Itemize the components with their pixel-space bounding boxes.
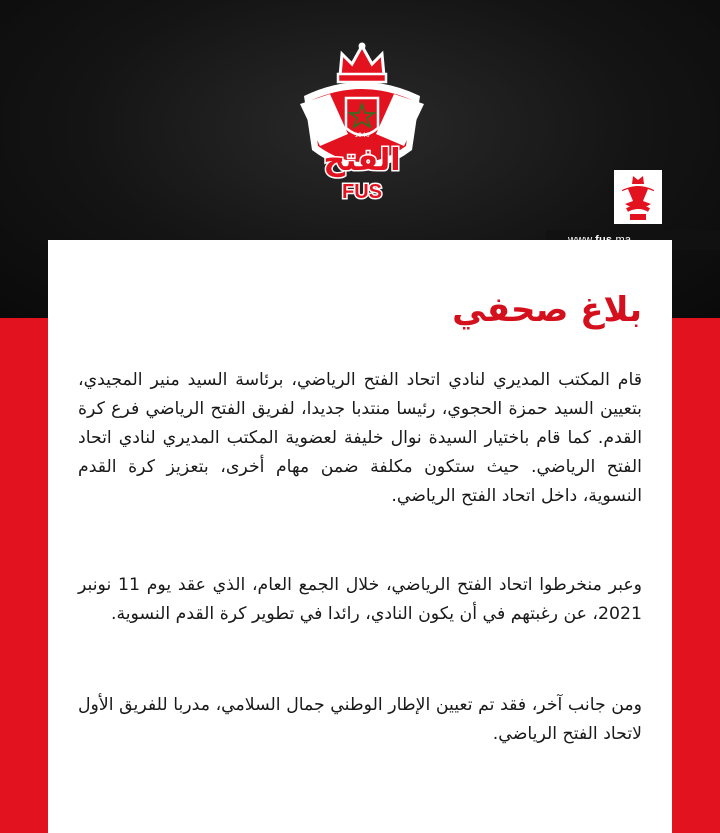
- small-club-logo: [614, 170, 662, 224]
- paragraph-1: قام المكتب المديري لنادي اتحاد الفتح الرياضي، برئاسة السيد منير المجيدي، بتعيين السيد حمزة الحجوي، رئيسا منتدبا جديدا، لفريق الفتح الرياضي فرع كرة القدم. كما قام باختيار السيدة نوال خليفة لعضوية المكتب المديري لنادي اتحاد الفتح الرياضي. حيث ستكون مكلفة ضمن مهام أخرى، بتعزيز كرة القدم النسوية، داخل اتحاد الفتح الرياضي.: [78, 370, 642, 506]
- paragraph-2: وعبر منخرطوا اتحاد الفتح الرياضي، خلال الجمع العام، الذي عقد يوم 11 نونبر 2021، عن رغبتهم في أن يكون النادي، رائدا في تطوير كرة القدم النسوية.: [78, 575, 642, 624]
- crest-latin-name: FUS: [342, 181, 382, 203]
- crest-year: 1946: [354, 132, 370, 139]
- small-logo-box: [614, 170, 662, 224]
- document-title: بلاغ صحفي: [452, 290, 642, 330]
- crest-arabic-name: الفتح: [323, 143, 401, 178]
- club-crest-logo: [290, 38, 434, 206]
- paragraph-3: ومن جانب آخر، فقد تم تعيين الإطار الوطني جمال السلامي، مدربا للفريق الأول لاتحاد الفتح الرياضي.: [78, 695, 642, 744]
- crown-icon: [338, 43, 386, 83]
- press-release-card: [48, 240, 672, 833]
